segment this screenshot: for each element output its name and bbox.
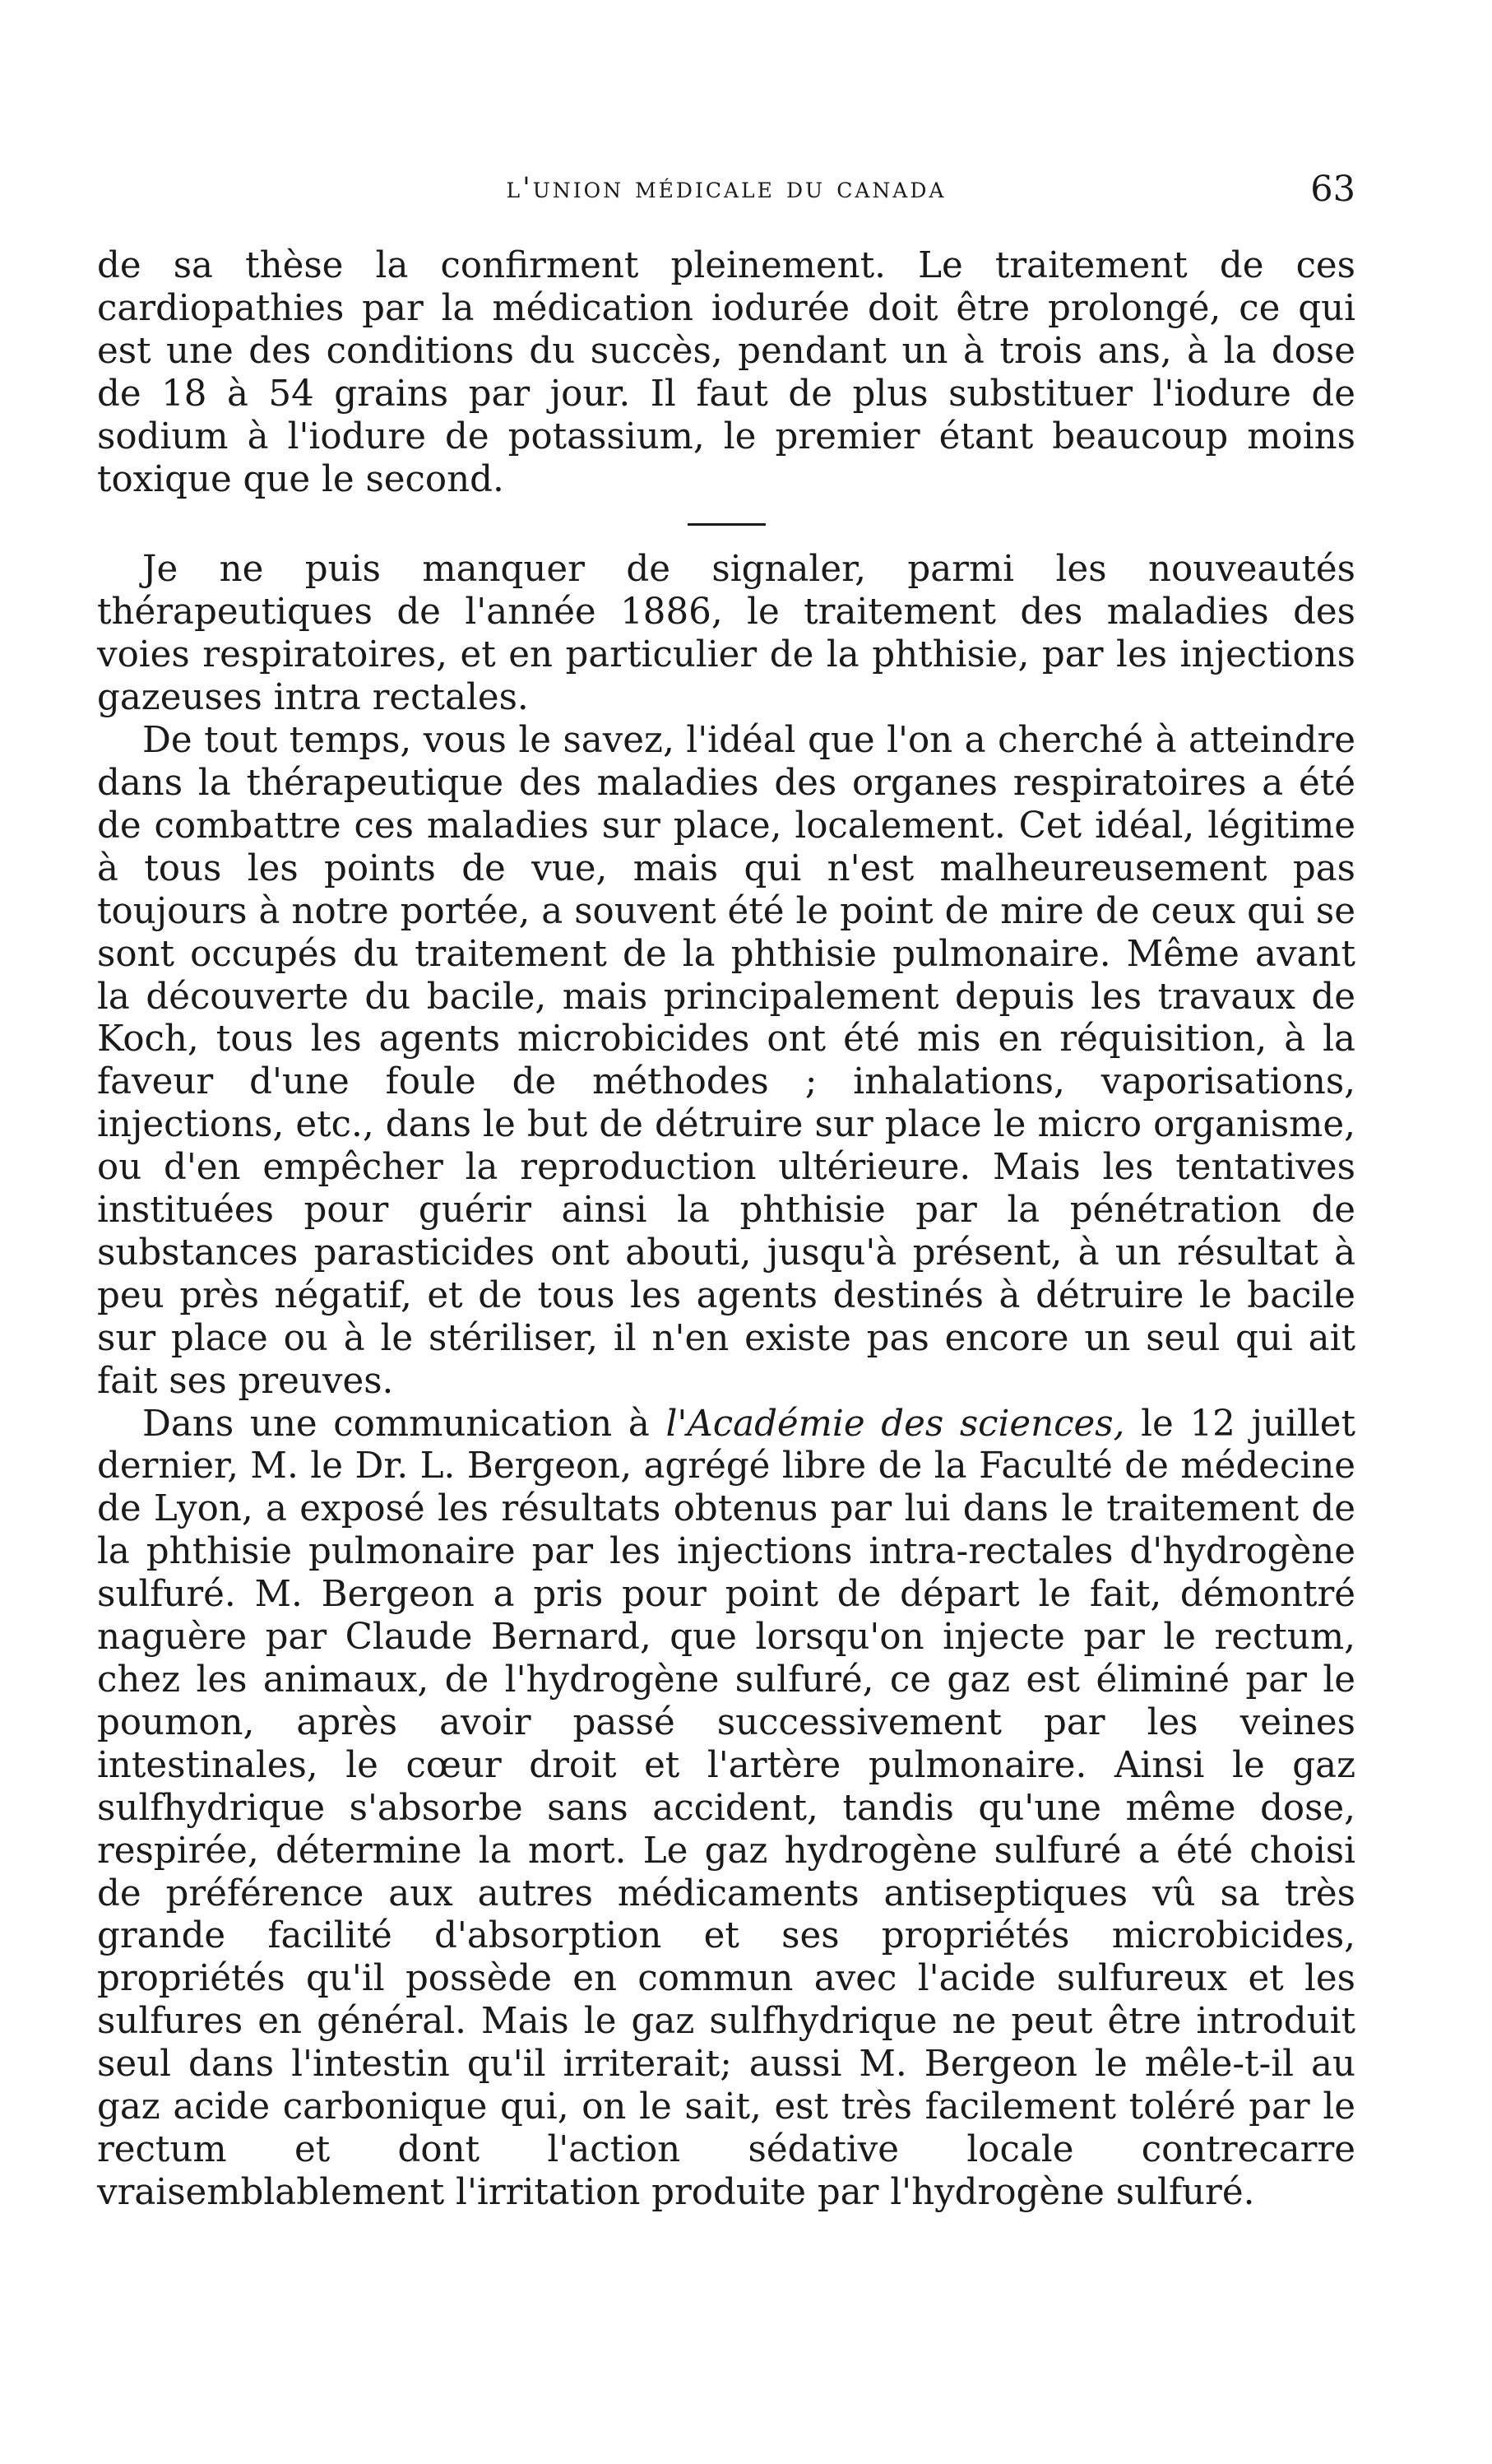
paragraph-gas-injections: Je ne puis manquer de signaler, parmi les nouveautés thérapeutiques de l'année 1886, le traitement des maladies des voies respiratoires, et en particulier de la phthisie, par les injections gazeuses intra rectales. <box>97 549 1355 719</box>
paragraph-bergeon-communication <box>97 1404 1355 2215</box>
section-divider <box>688 523 766 526</box>
academy-reference: l'Académie des sciences, <box>665 1403 1125 1445</box>
page-number: 63 <box>1310 169 1355 210</box>
paragraph-ideal-treatment: De tout temps, vous le savez, l'idéal que l'on a cherché à atteindre dans la thérapeutique des maladies des organes respiratoires a été de combattre ces maladies sur place, localement. Cet idéal, légitime à tous les points de vue, mais qui n'est malheureusement pas toujours à notre portée, a souvent été le point de mire de ceux qui se sont occupés du traitement de la phthisie pulmonaire. Même avant la découverte du bacile, mais principalement depuis les travaux de Koch, tous les agents microbicides ont été mis en réquisition, à la faveur d'une foule de méthodes ; inhalations, vaporisations, injections, etc., dans le but de détruire sur place le micro organisme, ou d'en empêcher la reproduction ultérieure. Mais les tentatives instituées pour guérir ainsi la phthisie par la pénétration de substances parasticides ont abouti, jusqu'à présent, à un résultat à peu près négatif, et de tous les agents destinés à détruire le bacile sur place ou à le stériliser, il n'en existe pas encore un seul qui ait fait ses preuves. <box>97 720 1355 1402</box>
running-title: l'union médicale du canada <box>506 172 947 205</box>
body-text <box>97 245 1355 2215</box>
document-page <box>97 0 1355 2464</box>
running-head <box>97 169 1355 218</box>
paragraph-continued: de sa thèse la confirment pleinement. Le traitement de ces cardiopathies par la médication iodurée doit être prolongé, ce qui est une des conditions du succès, pendant un à trois ans, à la dose de 18 à 54 grains par jour. Il faut de plus substituer l'iodure de sodium à l'iodure de potassium, le premier étant beaucoup moins toxique que le second. <box>97 245 1355 500</box>
paragraph-rest: le 12 juillet dernier, M. le Dr. L. Bergeon, agrégé libre de la Faculté de médecine de Lyon, a exposé les résultats obtenus par lui dans le traitement de la phthisie pulmonaire par les injections intra-rectales d'hydrogène sulfuré. M. Bergeon a pris pour point de départ le fait, démontré naguère par Claude Bernard, que lorsqu'on injecte par le rectum, chez les animaux, de l'hydrogène sulfuré, ce gaz est éliminé par le poumon, après avoir passé successivement par les veines intestinales, le cœur droit et l'artère pulmonaire. Ainsi le gaz sulfhydrique s'absorbe sans accident, tandis qu'une même dose, respirée, détermine la mort. Le gaz hydrogène sulfuré a été choisi de préférence aux autres médicaments antiseptiques vû sa très grande facilité d'absorption et ses propriétés microbicides, propriétés qu'il possède en commun avec l'acide sulfureux et les sulfures en général. Mais le gaz sulfhydrique ne peut être introduit seul dans l'intestin qu'il irriterait; aussi M. Bergeon le mêle-t-il au gaz acide carbonique qui, on le sait, est très facilement toléré par le rectum et dont l'action sédative locale contrecarre vraisemblablement l'irritation produite par l'hydrogène sulfuré. <box>97 1403 1355 2213</box>
paragraph-start: Dans une communication à <box>142 1403 666 1445</box>
